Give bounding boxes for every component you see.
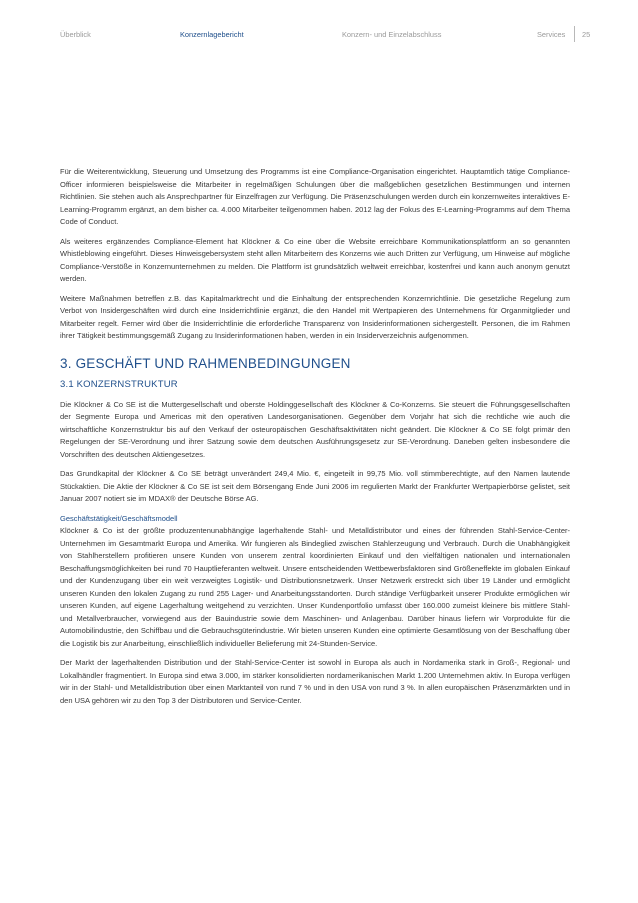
- paragraph-geschaeftsmodell-text: Klöckner & Co ist der größte produzentenunabhängige lagerhaltende Stahl- und Metalldistributor und eines der führenden Stahl-Service-Center-Unternehmen im Gesamtmarkt Europa und Amerika. Wir fungieren als Bindeglied zwischen Stahlerzeugung und Verbrauch. Durch die Unabhängigkeit von Stahlherstellern profitieren unsere Kunden von unserem zentral koordinierten Einkauf und den vielfältigen nationalen und internationalen Beschaffungsmöglichkeiten bei rund 70 Hauptlieferanten weltweit. Unsere entscheidenden Wettbewerbsfaktoren sind Größeneffekte im globalen Einkauf und der Kundenzugang über ein weit verzweigtes Logistik- und Distributionsnetzwerk. Unser Netzwerk erstreckt sich über 19 Länder und ermöglicht unseren Kunden den lokalen Zugang zu rund 255 Lager- und Anarbeitungsstandorten. Durch ständige Verfügbarkeit unserer Produkte ermöglichen wir unseren Kunden, auf eigene Lagerhaltung weitgehend zu verzichten. Unser Kundenportfolio umfasst über 160.000 zumeist kleinere bis mittlere Stahl- und Metallverbraucher, vorwiegend aus der Bauindustrie sowie dem Maschinen- und Anlagenbau. Darüber hinaus liefern wir Vorprodukte für die Automobilindustrie, den Schiffbau und die Gebrauchsgüterindustrie. Wir bieten unseren Kunden eine optimierte Gesamtlösung von der Beschaffung über die Logistik bis zur Anarbeitung, einschließlich individueller Belieferung mit 24-Stunden-Service.: [60, 526, 570, 648]
- subsection-heading: 3.1 KONZERNSTRUKTUR: [60, 378, 178, 390]
- page-content: [60, 166, 570, 714]
- paragraph-whistleblowing: Als weiteres ergänzendes Compliance-Element hat Klöckner & Co eine über die Website erreichbare Kommunikationsplattform an so genannten Whistleblowing eingeführt. Dieses Hinweisgebersystem steht allen Mitarbeitern des Konzerns wie auch Dritten zur Verfügung, um Hinweise auf mögliche Compliance-Verstöße in Konzernunternehmen zu melden. Die Plattform ist grundsätzlich weltweit erreichbar, kostenfrei und kann auch anonym genutzt werden.: [60, 236, 570, 283]
- paragraph-grundkapital: Das Grundkapital der Klöckner & Co SE beträgt unverändert 249,4 Mio. €, eingeteilt in 99,75 Mio. voll stimmberechtigte, auf den Namen lautende Stückaktien. Die Aktie der Klöckner & Co SE ist seit dem Börsengang Ende Juni 2006 im regulierten Markt der Frankfurter Wertpapierbörse gelistet, seit Januar 2007 notiert sie im MDAX® der Deutsche Börse AG.: [60, 469, 570, 503]
- page-number: 25: [582, 30, 591, 39]
- top-navigation: [60, 28, 622, 42]
- nav-item-services[interactable]: Services: [537, 30, 566, 39]
- paragraph-insider-rules: Weitere Maßnahmen betreffen z.B. das Kapitalmarktrecht und die Einhaltung der entsprechenden Konzernrichtlinie. Die gesetzliche Regelung zum Verbot von Insidergeschäften wird durch eine Insiderrichtlinie ergänzt, die den Handel mit Wertpapieren des Unternehmens für Organmitglieder und Mitarbeiter regelt. Ferner wird über die Insiderrichtlinie die erforderliche Transparenz von Insiderinformationen sichergestellt. Personen, die im Rahmen ihrer Tätigkeit bestimmungsgemäß Zugang zu Insiderinformationen haben, werden in ein Insiderverzeichnis aufgenommen.: [60, 293, 570, 340]
- nav-item-konzern-und-einzelabschluss[interactable]: Konzern- und Einzelabschluss: [342, 30, 442, 39]
- nav-item-konzernlagebericht[interactable]: Konzernlagebericht: [180, 30, 244, 39]
- section-heading: 3. GESCHÄFT UND RAHMENBEDINGUNGEN: [60, 355, 351, 371]
- paragraph-konzernstruktur: Die Klöckner & Co SE ist die Muttergesellschaft und oberste Holdinggesellschaft des Klöckner & Co-Konzerns. Sie steuert die Führungsgesellschaften der Segmente Europa und Americas mit den operativen Landesorganisationen. Gegenüber dem Vorjahr hat sich die rechtliche wie auch die wirtschaftliche Konzernstruktur bis auf den Verkauf der osteuropäischen Geschäftsaktivitäten nicht geändert. Die Klöckner & Co SE folgt primär den Regelungen der SE-Verordnung und ihrer Satzung sowie dem deutschen Ausführungsgesetz zur SE-Verordnung. Daneben gelten insbesondere die Vorschriften des deutschen Aktiengesetzes.: [60, 399, 570, 459]
- paragraph-compliance-organisation: Für die Weiterentwicklung, Steuerung und Umsetzung des Programms ist eine Compliance-Organisation eingerichtet. Hauptamtlich tätige Compliance-Officer informieren beispielsweise die Mitarbeiter in regelmäßigen Schulungen über die maßgeblichen gesetzlichen Bestimmungen und internen Richtlinien. Sie stehen auch als Ansprechpartner für Einzelfragen zur Verfügung. Die Präsenzschulungen werden durch ein konzernweites interaktives E-Learning-Programm ergänzt, an dem bisher ca. 4.000 Mitarbeiter teilgenommen haben. 2012 lag der Fokus des E-Learning-Programms auf dem Thema Code of Conduct.: [60, 167, 570, 226]
- nav-divider: [574, 26, 575, 42]
- paragraph-subheading: Geschäftstätigkeit/Geschäftsmodell: [60, 513, 178, 523]
- nav-item-ueberblick[interactable]: Überblick: [60, 30, 91, 39]
- paragraph-markt: Der Markt der lagerhaltenden Distribution und der Stahl-Service-Center ist sowohl in Europa als auch in Nordamerika stark in Groß-, Regional- und Lokalhändler fragmentiert. In Europa sind etwa 3.000, im stärker konsolidierten nordamerikanischen Markt 1.200 Unternehmen aktiv. In Europa verfügen wir in der Stahl- und Metalldistribution über einen Marktanteil von rund 7 % und in den USA von rund 3 %. In allen europäischen Präsenzmärkten und in den USA gehören wir zu den Top 3 der Distributoren und Service-Center.: [60, 658, 570, 705]
- paragraph-geschaeftsmodell: [60, 513, 570, 651]
